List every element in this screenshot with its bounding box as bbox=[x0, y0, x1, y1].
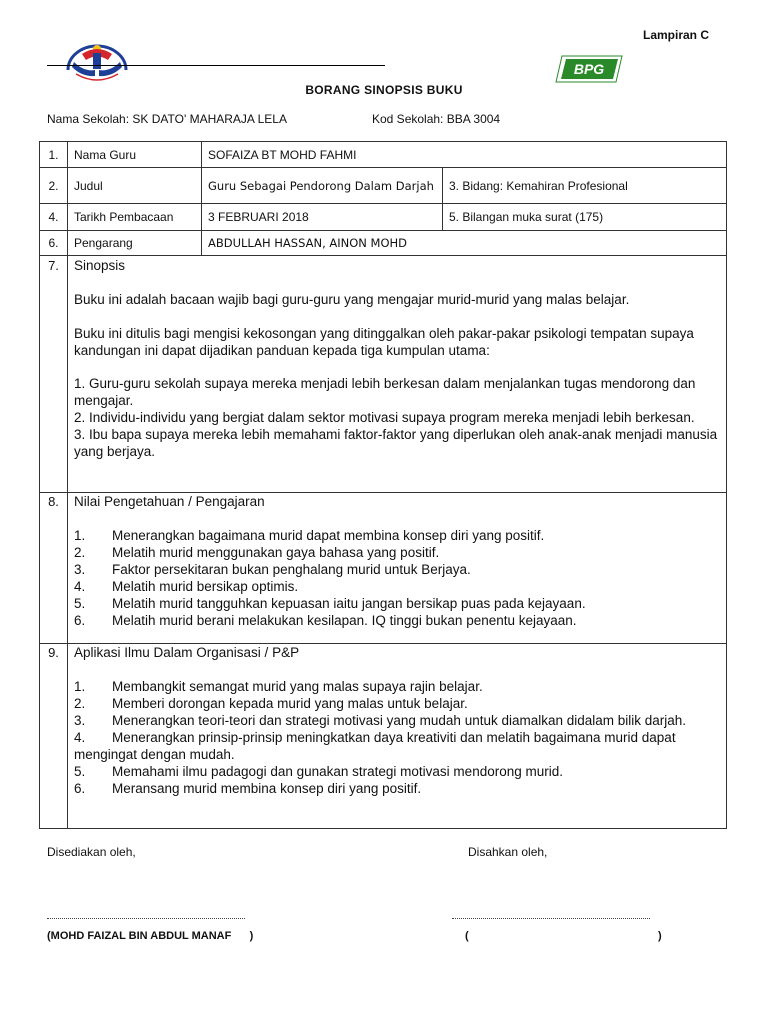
approved-by-label: Disahkan oleh, bbox=[468, 845, 548, 859]
teacher-name-value: SOFAIZA BT MOHD FAHMI bbox=[208, 147, 357, 162]
list-item: 3. Ibu bapa supaya mereka lebih memahami faktor-faktor yang diperlukan oleh anak-anak menjadi manusia yang berjaya. bbox=[74, 427, 718, 459]
list-item: 6. Melatih murid berani melakukan kesilapan. IQ tinggi bukan penentu kejayaan. bbox=[74, 613, 577, 628]
approved-signature-line bbox=[452, 918, 650, 919]
author-value: ABDULLAH HASSAN, AINON MOHD bbox=[208, 236, 408, 250]
prepared-signature-line bbox=[47, 918, 245, 919]
row-number: 1. bbox=[48, 147, 59, 162]
section-number: 9. bbox=[48, 645, 59, 660]
values-list bbox=[74, 527, 719, 629]
list-item: 2. Melatih murid menggunakan gaya bahasa yang positif. bbox=[74, 545, 440, 560]
page-count-value: 5. Bilangan muka surat (175) bbox=[449, 210, 604, 224]
author-label: Pengarang bbox=[74, 236, 133, 250]
header-rule bbox=[47, 65, 385, 66]
attachment-label: Lampiran C bbox=[643, 28, 710, 42]
teacher-name-label: Nama Guru bbox=[74, 147, 137, 162]
list-item: 4. Melatih murid bersikap optimis. bbox=[74, 579, 299, 594]
preparer-name: (MOHD FAIZAL BIN ABDUL MANAF ) bbox=[47, 930, 254, 942]
list-item: 2. Individu-individu yang bergiat dalam sektor motivasi supaya program mereka menjadi lebih berkesan. bbox=[74, 410, 695, 425]
list-item: 6. Meransang murid membina konsep diri yang positif. bbox=[74, 781, 422, 796]
list-item: 2. Memberi dorongan kepada murid yang malas untuk belajar. bbox=[74, 696, 468, 711]
synopsis-heading: Sinopsis bbox=[74, 258, 126, 273]
row-number: 4. bbox=[48, 210, 59, 224]
values-heading: Nilai Pengetahuan / Pengajaran bbox=[74, 494, 265, 509]
synopsis-target-list bbox=[74, 375, 719, 460]
row-divider bbox=[40, 492, 726, 493]
school-code: Kod Sekolah: BBA 3004 bbox=[372, 112, 501, 126]
prepared-by-label: Disediakan oleh, bbox=[47, 845, 136, 859]
list-item: 1. Menerangkan bagaimana murid dapat membina konsep diri yang positif. bbox=[74, 528, 545, 543]
row-number: 6. bbox=[48, 236, 59, 250]
school-name: Nama Sekolah: SK DATO' MAHARAJA LELA bbox=[47, 112, 287, 126]
approver-name-open: ( bbox=[465, 930, 469, 942]
list-item: 5. Melatih murid tangguhkan kepuasan iaitu jangan bersikap puas pada kejayaan. bbox=[74, 596, 586, 611]
application-heading: Aplikasi Ilmu Dalam Organisasi / P&P bbox=[74, 645, 300, 660]
bpg-logo-text: BPG bbox=[573, 61, 605, 77]
list-item: 1. Membangkit semangat murid yang malas supaya rajin belajar. bbox=[74, 679, 483, 694]
list-item: 3. Faktor persekitaran bukan penghalang murid untuk Berjaya. bbox=[74, 562, 471, 577]
row-divider bbox=[40, 255, 726, 256]
bpg-logo bbox=[554, 52, 624, 86]
approver-name-close: ) bbox=[658, 930, 662, 942]
field-value: 3. Bidang: Kemahiran Profesional bbox=[449, 178, 628, 193]
title-label: Judul bbox=[74, 178, 103, 193]
ministry-logo bbox=[62, 40, 132, 84]
section-number: 8. bbox=[48, 494, 59, 509]
form-title: BORANG SINOPSIS BUKU bbox=[305, 83, 463, 97]
synopsis-paragraph: Buku ini adalah bacaan wajib bagi guru-guru yang mengajar murid-murid yang malas belajar. bbox=[74, 292, 630, 307]
list-item: 3. Menerangkan teori-teori dan strategi motivasi yang mudah untuk diamalkan didalam bilik darjah. bbox=[74, 713, 687, 728]
row-number: 2. bbox=[48, 178, 59, 193]
list-item: 1. Guru-guru sekolah supaya mereka menjadi lebih berkesan dalam menjalankan tugas mendorong dan mengajar. bbox=[74, 376, 696, 408]
synopsis-form bbox=[39, 141, 727, 829]
book-title-value: Guru Sebagai Pendorong Dalam Darjah bbox=[208, 178, 434, 193]
section-number: 7. bbox=[48, 258, 59, 273]
synopsis-paragraph: Buku ini ditulis bagi mengisi kekosongan yang ditinggalkan oleh pakar-pakar psikologi tempatan supaya kandungan ini dapat dijadikan panduan kepada tiga kumpulan utama: bbox=[74, 326, 694, 358]
row-divider bbox=[40, 643, 726, 644]
list-item: 5. Memahami ilmu padagogi dan gunakan strategi motivasi mendorong murid. bbox=[74, 764, 563, 779]
application-list bbox=[74, 678, 719, 797]
reading-date-label: Tarikh Pembacaan bbox=[74, 210, 174, 224]
list-item: 4. Menerangkan prinsip-prinsip meningkatkan daya kreativiti dan melatih bagaimana murid dapat mengingat dengan mudah. bbox=[74, 730, 676, 762]
reading-date-value: 3 FEBRUARI 2018 bbox=[208, 210, 309, 224]
